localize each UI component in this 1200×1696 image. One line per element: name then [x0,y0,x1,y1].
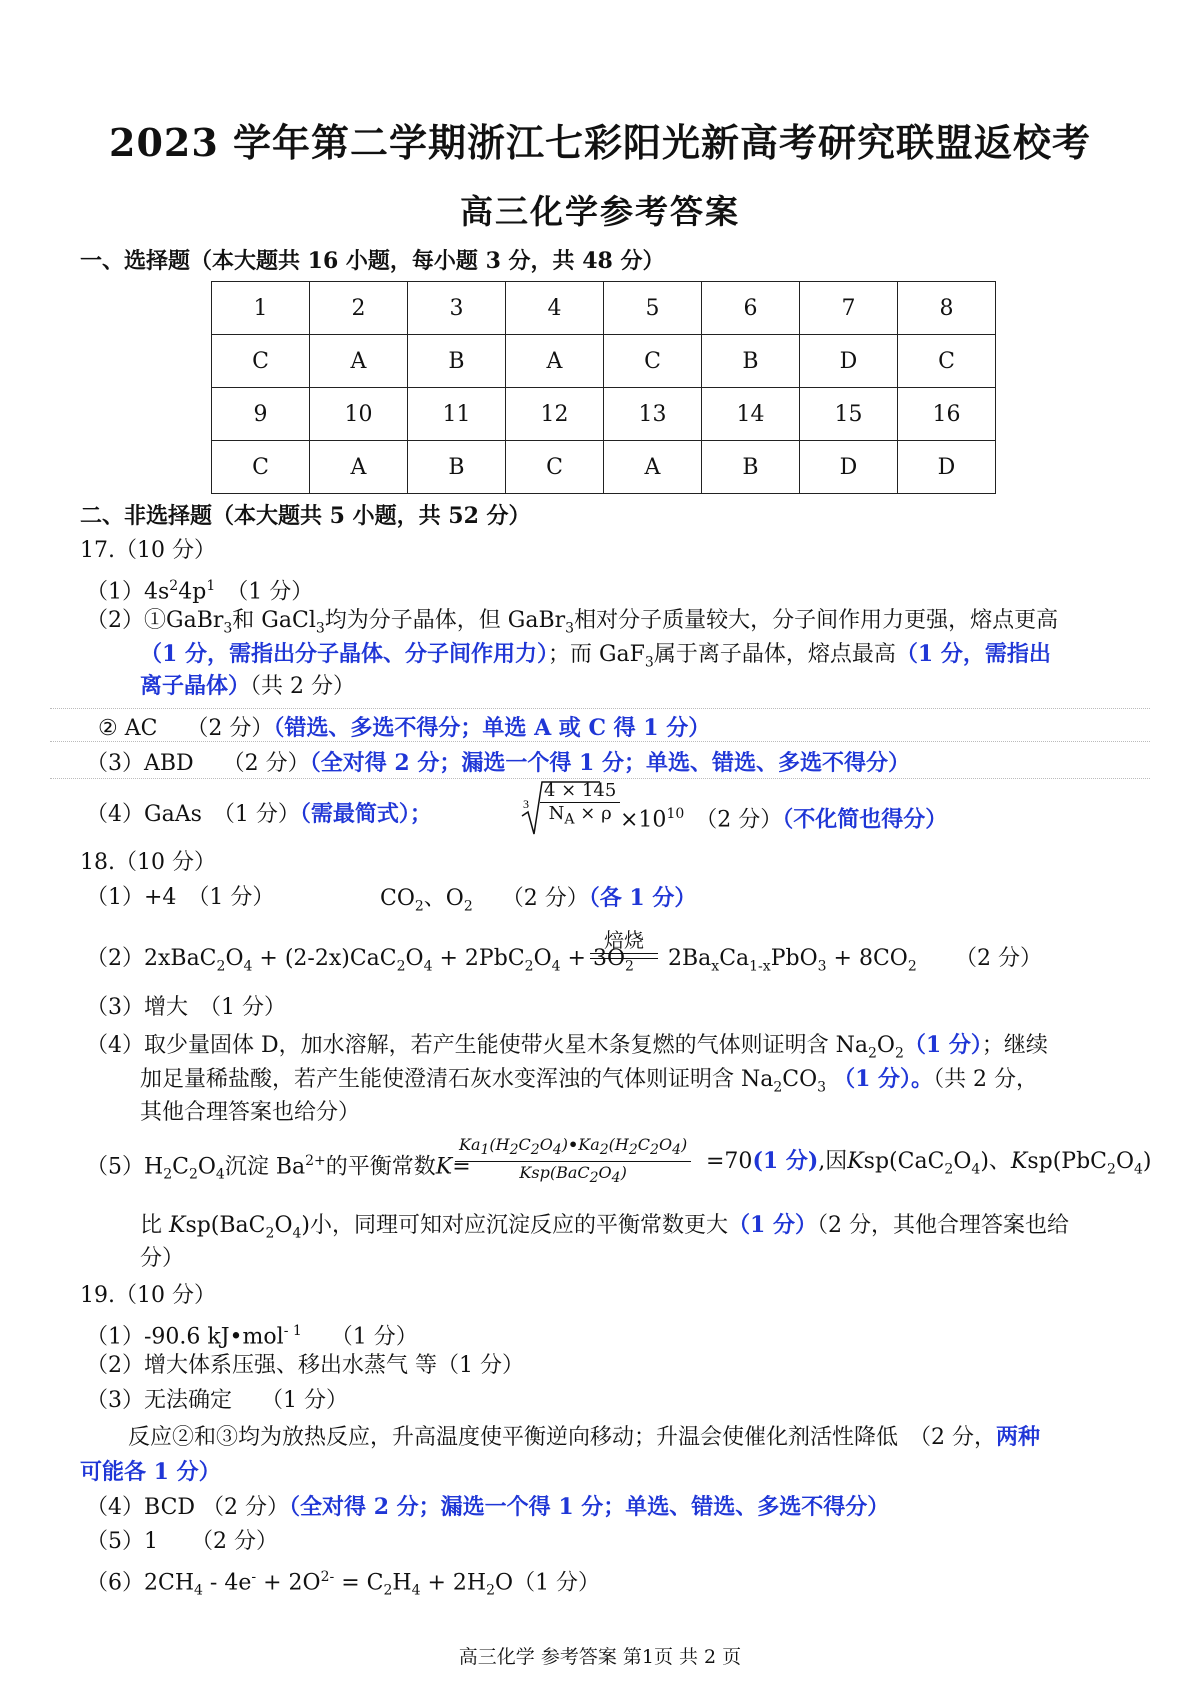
question-number-cell: 2 [310,282,408,335]
question-number-cell: 7 [800,282,898,335]
page-footer: 高三化学 参考答案 第1页 共 2 页 [458,1646,742,1668]
answer-cell: D [800,441,898,494]
density-fraction: $\frac{4 \times 145}{N_A \times \rho}$ [540,780,620,831]
question-number-cell: 11 [408,388,506,441]
answer-cell: B [408,335,506,388]
question-number-cell: 12 [506,388,604,441]
q18-part4-line1: （4）取少量固体 D，加水溶解，若产生能使带火星木条复燃的气体则证明含 $Na_2O_2(1$ 分）；继续 [86,1032,1048,1062]
q18-part5-line3: 分） [140,1246,185,1271]
answer-cell: A [506,335,604,388]
answer-cell: A [310,441,408,494]
question-number-cell: 15 [800,388,898,441]
q17-part2-line2: （1 分，需指出分子晶体、分子间作用力）；而 GaF$_3$属于离子晶体，熔点最高（1 分，需指出 [140,641,1051,671]
q17-part4-formula [540,780,620,831]
question-number-cell: 1 [212,282,310,335]
question-number-cell: 14 [702,388,800,441]
q17-heading: 17.（10 分） [80,538,216,563]
answer-cell: B [702,441,800,494]
dotted-divider [50,708,1150,709]
question-number-cell: 8 [898,282,996,335]
question-number-cell: 5 [604,282,702,335]
question-number-cell: 4 [506,282,604,335]
answer-cell: B [408,441,506,494]
q17-part4-tail: $\times 10^{10}$ （2 分）（不化简也得分） [620,806,948,833]
answer-table [211,281,996,494]
equilibrium-constant-fraction: $\frac{Ka_1(H_2C_2O_4)•Ka_2(H_2C_2O_4)}{Ksp(BaC_2O_4)}$ [455,1134,691,1189]
answer-cell: C [212,441,310,494]
page-title: 2023 学年第二学期浙江七彩阳光新高考研究联盟返校考 [109,120,1091,165]
q19-part3: （3）无法确定 （1 分） [86,1388,348,1413]
q19-part3-explanation: 反应②和③均为放热反应，升高温度使平衡逆向移动；升温会使催化剂活性降低 （2 分，两种 [128,1424,1041,1450]
page-subtitle: 高三化学参考答案 [460,192,740,231]
answer-cell: D [800,335,898,388]
question-number-cell: 9 [212,388,310,441]
reaction-condition: 焙烧 [604,928,644,952]
section2-heading: 二、非选择题（本大题共 5 小题，共 52 分） [80,503,531,529]
answer-cell: A [604,441,702,494]
dotted-divider [50,741,1150,742]
answer-cell: C [212,335,310,388]
q18-part2-score: （2 分） [955,946,1042,971]
q17-part2-line3: 离子晶体）（共 2 分） [140,673,355,699]
answer-cell: C [604,335,702,388]
answer-table-row [212,441,996,494]
q17-part4: （4）GaAs （1 分）（需最简式）； [86,801,432,827]
q19-part2: （2）增大体系压强、移出水蒸气 等（1 分） [86,1353,524,1378]
answer-table-row [212,335,996,388]
q19-part3-explanation-tail: 可能各 1 分） [80,1459,221,1485]
q18-part1-gases: $CO_2$、$O_2$ （2 分）（各 1 分） [380,885,697,915]
q17-part2-line1: （2）①GaBr$_3$和 GaCl$_3$均为分子晶体，但 GaBr$_3$相对分子质量较大，分子间作用力更强，熔点更高 [86,608,1059,637]
answer-cell: B [702,335,800,388]
q18-part4-line2: 加足量稀盐酸，若产生能使澄清石灰水变浑浊的气体则证明含 $Na_2CO_3$ （1 分）。（共 2 分， [140,1066,1039,1096]
q19-part1: （1）-90.6 kJ•mol$^{- 1}$ （1 分） [86,1323,418,1350]
answer-cell: A [310,335,408,388]
reaction-arrow-line-bottom [590,958,658,959]
q18-part5-line2: 比 $Ksp(BaC_2O_4)$小，同理可知对应沉淀反应的平衡常数更大（1 分）（2 分，其他合理答案也给 [140,1212,1069,1242]
q18-part4-line3: 其他合理答案也给分） [140,1100,361,1125]
answer-table-row [212,388,996,441]
q19-part6: $(6)2CH_4 - 4e^- + 2O^{2-} = C_2H_4 + 2H_2O(1$ 分） [86,1569,601,1599]
answer-cell: C [506,441,604,494]
q18-part5-line1: $(5)H_2C_2O_4$沉淀 $Ba^{2+}$的平衡常数K= [86,1153,471,1183]
reaction-arrow-line-top [590,953,658,954]
section1-heading: 一、选择题（本大题共 16 小题，每小题 3 分，共 48 分） [80,248,665,274]
answer-cell: C [898,335,996,388]
q17-part3: （3）ABD （2 分）（全对得 2 分；漏选一个得 1 分；单选、错选、多选不得分） [86,750,910,776]
question-number-cell: 6 [702,282,800,335]
answer-cell: D [898,441,996,494]
q17-part2-sub2: ② AC （2 分）（错选、多选不得分；单选 A 或 C 得 1 分） [98,715,711,741]
root-index: 3 [523,797,529,811]
q18-part1: （1）+4 （1 分） [86,885,275,910]
q19-part4: （4）BCD （2 分）（全对得 2 分；漏选一个得 1 分；单选、错选、多选不得分） [86,1494,890,1520]
question-number-cell: 16 [898,388,996,441]
question-number-cell: 13 [604,388,702,441]
q18-heading: 18.（10 分） [80,850,216,875]
q18-part3: （3）增大 （1 分） [86,995,286,1020]
question-number-cell: 3 [408,282,506,335]
q18-part5-line1-tail: =70(1 分),因$Ksp(CaC_2O_4)$、$Ksp(PbC_2O_4)$ [706,1148,1152,1178]
q17-part1: $(1)4s^24p^1$ （1 分） [86,578,314,605]
question-number-cell: 10 [310,388,408,441]
q19-part5: （5）1 （2 分） [86,1529,278,1554]
q18-part2: $(2)2xBaC_2O_4 + (2-2x)CaC_2O_4 + 2PbC_2O_4 + 3O_2$ [86,946,634,975]
answer-table-row [212,282,996,335]
dotted-divider [50,778,1150,779]
q18-part2-products: $2Ba_xCa_{1-x}PbO_3 + 8CO_2$ [668,946,917,975]
q19-heading: 19.（10 分） [80,1283,216,1308]
